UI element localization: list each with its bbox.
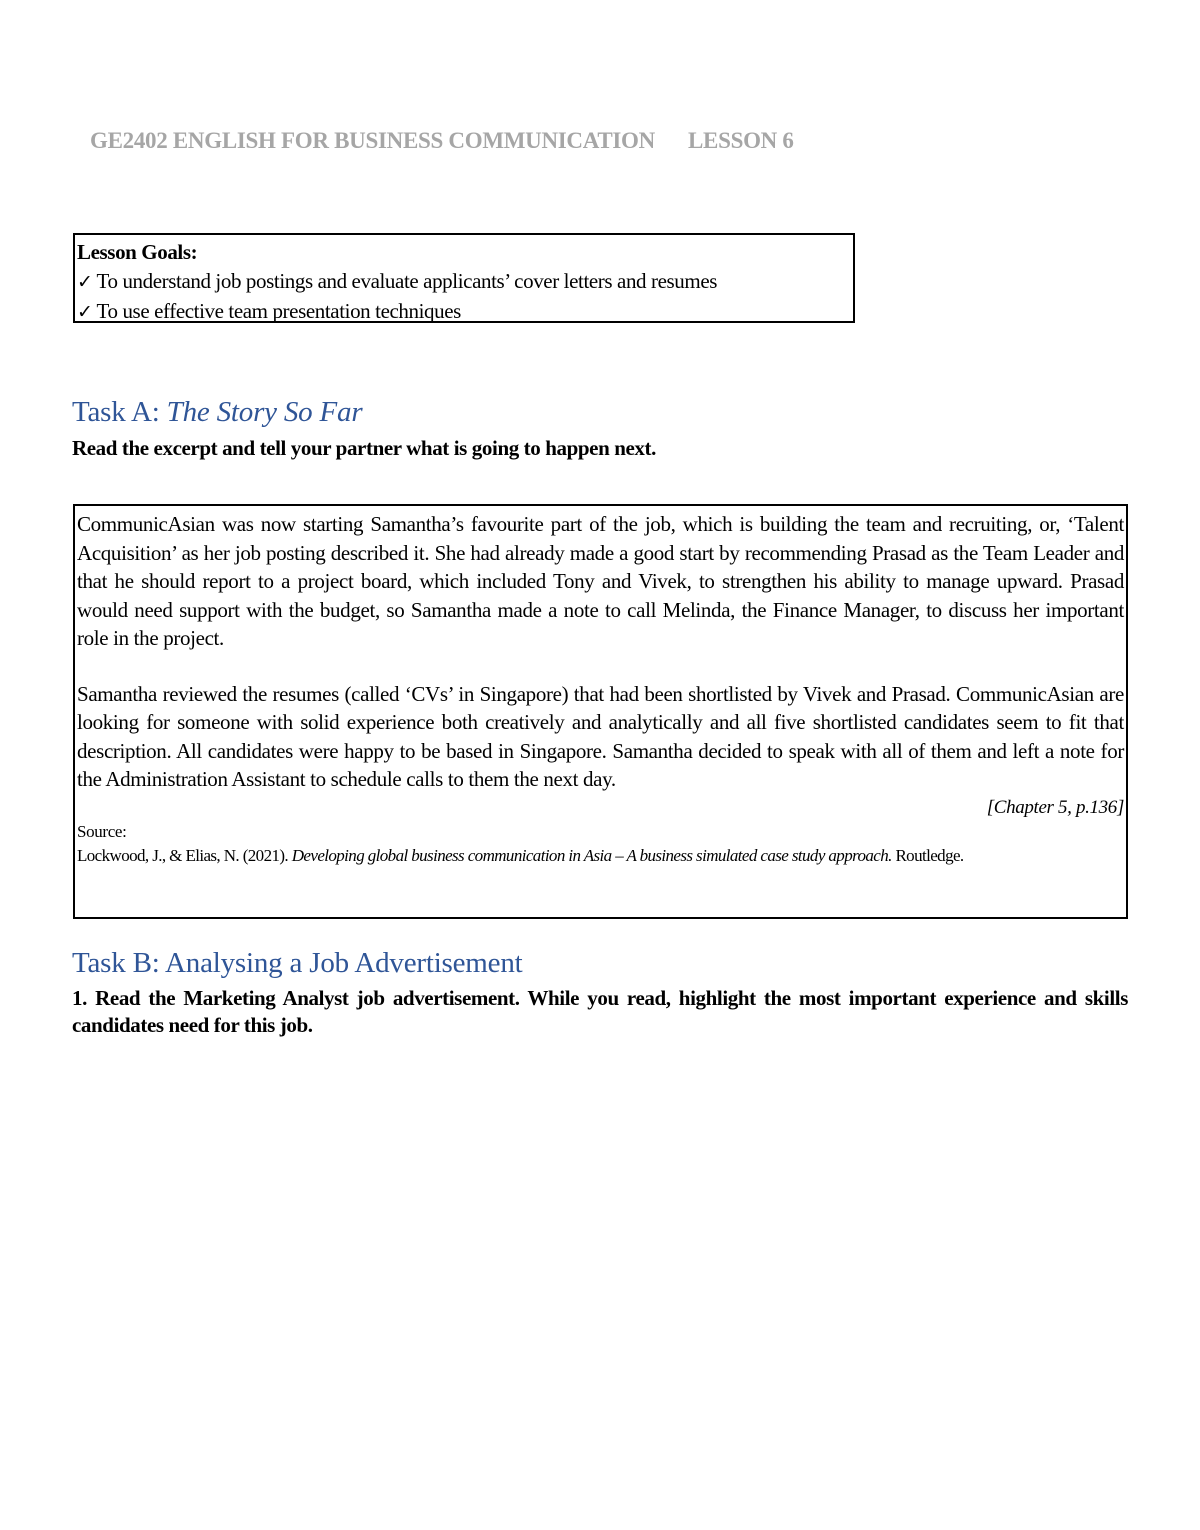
- task-a-title: The Story So Far: [166, 396, 363, 428]
- goal-text: To use effective team presentation techniques: [96, 299, 461, 323]
- chapter-reference: [Chapter 5, p.136]: [986, 796, 1124, 818]
- citation-authors: Lockwood, J., & Elias, N. (2021).: [77, 845, 292, 865]
- task-b-instruction: 1. Read the Marketing Analyst job advertisement. While you read, highlight the most important experience and skills candidates need for this job.: [72, 986, 1128, 1037]
- citation-title: Developing global business communication in Asia – A business simulated case study approach.: [291, 845, 892, 865]
- source-label: Source:: [77, 821, 127, 841]
- lesson-goals-box: [73, 233, 855, 323]
- checkmark-icon: ✓: [77, 301, 93, 323]
- page-header: [90, 128, 850, 162]
- lesson-goal-item: [77, 297, 853, 327]
- task-a-label: Task A:: [72, 396, 167, 428]
- lesson-goal-item: [77, 267, 853, 297]
- lesson-goals-title: Lesson Goals:: [77, 240, 198, 264]
- task-b-heading: Task B: Analysing a Job Advertisement: [72, 947, 523, 979]
- course-title: GE2402 ENGLISH FOR BUSINESS COMMUNICATION: [90, 128, 655, 153]
- goal-text: To understand job postings and evaluate applicants’ cover letters and resumes: [96, 269, 718, 293]
- excerpt-paragraph: Samantha reviewed the resumes (called ‘CVs’ in Singapore) that had been shortlisted by Vivek and Prasad. CommunicAsian are looking for someone with solid experience both creatively and analytically and all five shortlisted candidates seem to fit that description. All candidates were happy to be based in Singapore. Samantha decided to speak with all of them and left a note for the Administration Assistant to schedule calls to them the next day.: [77, 681, 1124, 791]
- excerpt-paragraph: CommunicAsian was now starting Samantha’s favourite part of the job, which is building the team and recruiting, or, ‘Talent Acquisition’ as her job posting described it. She had already made a good start by recommending Prasad as the Team Leader and that he should report to a project board, which included Tony and Vivek, to strengthen his ability to manage upward. Prasad would need support with the budget, so Samantha made a note to call Melinda, the Finance Manager, to discuss her important role in the project.: [77, 512, 1124, 650]
- excerpt-box: [73, 504, 1128, 919]
- citation-publisher: Routledge.: [891, 845, 964, 865]
- checkmark-icon: ✓: [77, 271, 93, 293]
- task-a-instruction: Read the excerpt and tell your partner what is going to happen next.: [72, 436, 656, 460]
- citation: [77, 844, 1124, 868]
- lesson-number: LESSON 6: [688, 128, 794, 153]
- task-a-heading: [72, 396, 362, 429]
